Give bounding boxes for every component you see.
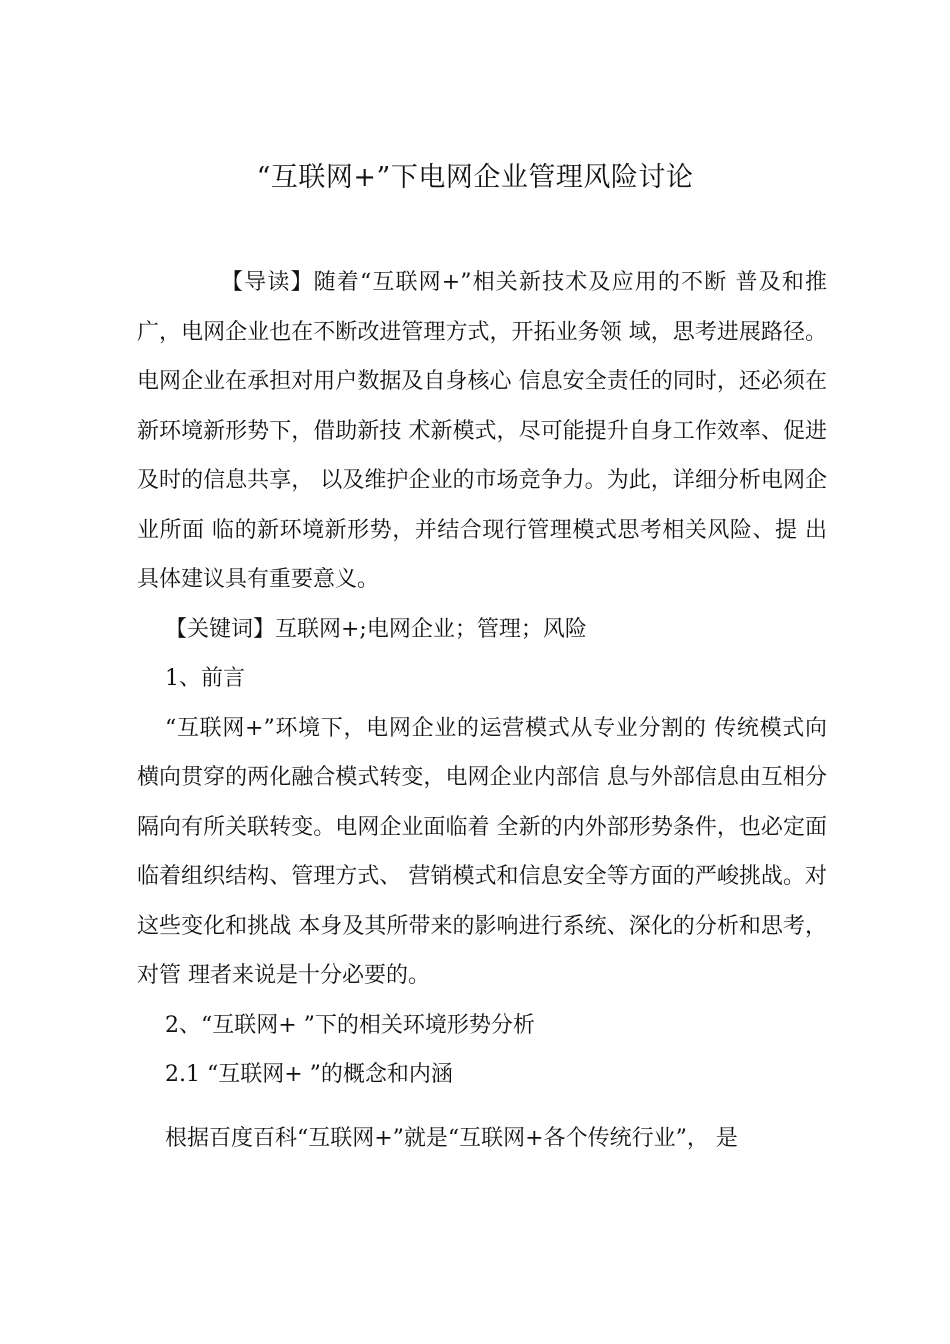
document-title: “互联网+”下电网企业管理风险讨论	[256, 162, 694, 193]
section-2-heading: 2、“互联网+ ”下的相关环境形势分析	[165, 1012, 535, 1038]
intro-paragraph: 【导读】随着“互联网+”相关新技术及应用的不断 普及和推广，电网企业也在不断改进管理方式，开拓业务领 域，思考进展路径。电网企业在承担对用户数据及自身核心 信息安全责任的同时，还必须在新环境新形势下，借助新技 术新模式，尽可能提升自身工作效率、促进及时的信息共享， 以及维护企业的市场竞争力。为此，详细分析电网企业所面 临的新环境新形势，并结合现行管理模式思考相关风险、提 出具体建议具有重要意义。	[137, 270, 827, 592]
section-2-1-heading: 2.1 “互联网+ ”的概念和内涵	[165, 1062, 453, 1087]
keywords-line: 【关键词】互联网+;电网企业；管理；风险	[165, 616, 587, 642]
section-1-heading: 1、前言	[165, 666, 245, 691]
section-2-1-paragraph: 根据百度百科“互联网+”就是“互联网+各个传统行业”， 是	[165, 1125, 738, 1151]
document-body	[137, 258, 827, 1163]
section-1-paragraph: “互联网+”环境下，电网企业的运营模式从专业分割的 传统模式向横向贯穿的两化融合模式转变，电网企业内部信 息与外部信息由互相分隔向有所关联转变。电网企业面临着 全新的内外部形势条件，也必定面临着组织结构、管理方式、 营销模式和信息安全等方面的严峻挑战。对这些变化和挑战 本身及其所带来的影响进行系统、深化的分析和思考，对管 理者来说是十分必要的。	[137, 715, 827, 988]
